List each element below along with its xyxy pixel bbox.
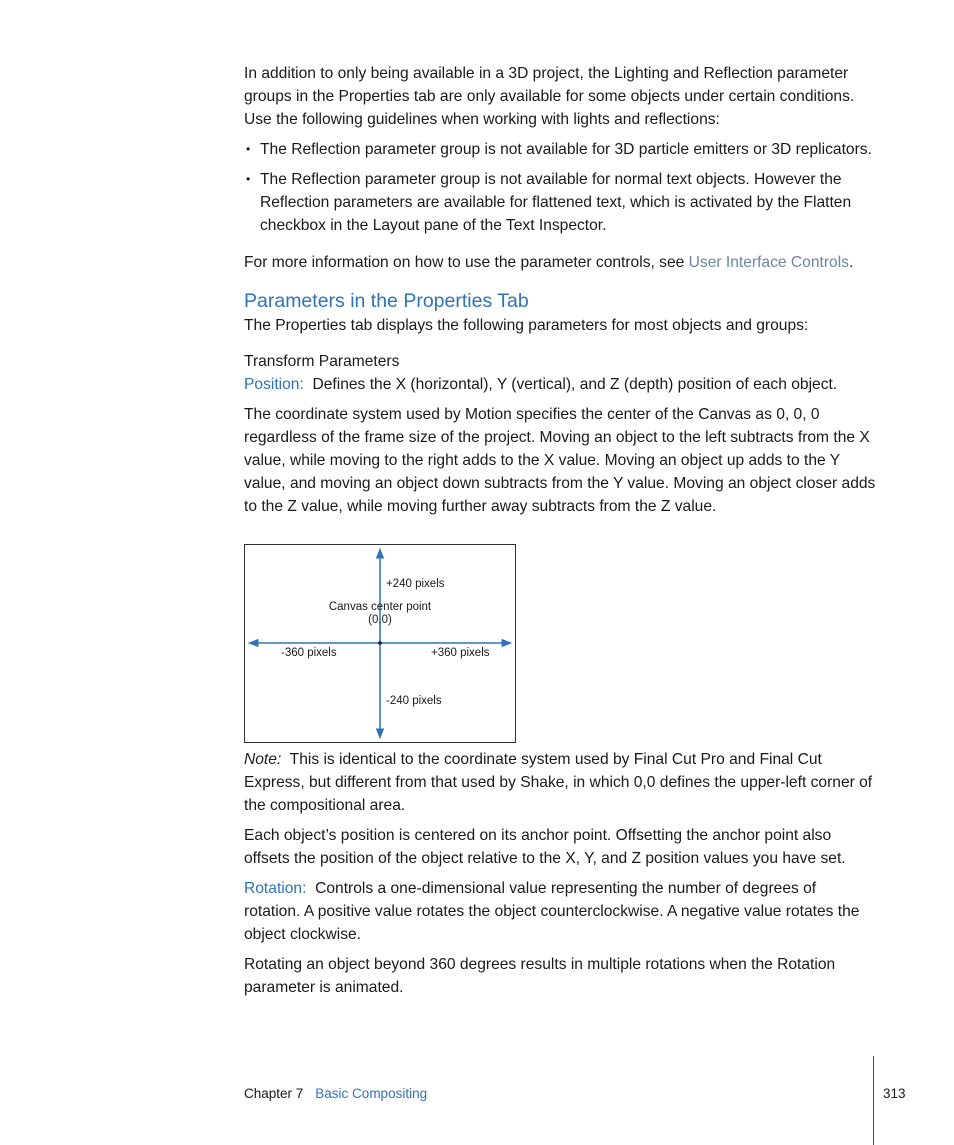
bottom-label: -240 pixels bbox=[386, 695, 442, 707]
position-term: Position: bbox=[244, 376, 304, 393]
more-info-paragraph bbox=[244, 251, 876, 274]
chapter-title: Basic Compositing bbox=[315, 1086, 428, 1101]
center-coords: (0,0) bbox=[368, 614, 392, 626]
note-text: This is identical to the coordinate system used by Final Cut Pro and Final Cut Express, but different from that used by Shake, in which 0,0 defines the upper-left corner of the compositional area. bbox=[244, 751, 873, 814]
position-text: Defines the X (horizontal), Y (vertical), and Z (depth) position of each object. bbox=[312, 376, 838, 393]
coordinate-diagram-svg bbox=[245, 545, 515, 742]
rotation-term: Rotation: bbox=[244, 880, 307, 897]
note-label: Note: bbox=[244, 751, 282, 768]
user-interface-controls-link[interactable]: User Interface Controls bbox=[688, 254, 849, 271]
subsection-title: Transform Parameters bbox=[244, 353, 400, 370]
rotation-text: Controls a one-dimensional value representing the number of degrees of rotation. A positive value rotates the object counterclockwise. A negative value rotates the object clockwise. bbox=[244, 880, 860, 943]
center-point bbox=[378, 641, 382, 645]
intro-paragraph: In addition to only being available in a 3D project, the Lighting and Reflection parameter groups in the Properties tab are only available for some objects under certain conditions. Use the following guidelines when working with lights and reflections: bbox=[244, 65, 855, 128]
left-label: -360 pixels bbox=[281, 647, 337, 659]
list-item: • The Reflection parameter group is not available for normal text objects. However the Reflection parameters are available for flattened text, which is activated by the Flatten checkbox in the Layout pane of the Text Inspector. bbox=[244, 168, 876, 237]
center-label: Canvas center point bbox=[328, 601, 432, 613]
more-info-text: For more information on how to use the parameter controls, see bbox=[244, 254, 689, 271]
note-paragraph bbox=[244, 748, 876, 817]
chapter-label: Chapter 7 bbox=[244, 1086, 304, 1101]
anchor-paragraph: Each object’s position is centered on its anchor point. Offsetting the anchor point also offsets the position of the object relative to the X, Y, and Z position values you have set. bbox=[244, 827, 846, 867]
section-intro: The Properties tab displays the following parameters for most objects and groups: bbox=[244, 317, 809, 334]
list-item: • The Reflection parameter group is not available for 3D particle emitters or 3D replicators. bbox=[244, 138, 876, 161]
top-label: +240 pixels bbox=[386, 578, 445, 590]
rotation-animated-paragraph: Rotating an object beyond 360 degrees results in multiple rotations when the Rotation parameter is animated. bbox=[244, 956, 836, 996]
canvas-diagram bbox=[244, 544, 516, 743]
coordinate-paragraph: The coordinate system used by Motion specifies the center of the Canvas as 0, 0, 0 regardless of the frame size of the project. Moving an object to the left subtracts from the X value, while moving to the right adds to the X value. Moving an object up adds to the Y value, and moving an object down subtracts from the Y value. Moving an object closer adds to the Z value, while moving further away subtracts from the Z value. bbox=[244, 406, 876, 515]
page-body bbox=[244, 62, 876, 999]
section-title: Parameters in the Properties Tab bbox=[244, 290, 529, 312]
page-number: 313 bbox=[883, 1086, 906, 1101]
footer-divider bbox=[873, 1056, 874, 1145]
guidelines-list bbox=[244, 138, 876, 237]
position-paragraph bbox=[244, 373, 876, 396]
coordinate-figure bbox=[244, 518, 876, 748]
more-info-end: . bbox=[848, 254, 854, 271]
right-label: +360 pixels bbox=[431, 647, 490, 659]
rotation-paragraph bbox=[244, 877, 876, 946]
page-footer bbox=[244, 1084, 427, 1104]
